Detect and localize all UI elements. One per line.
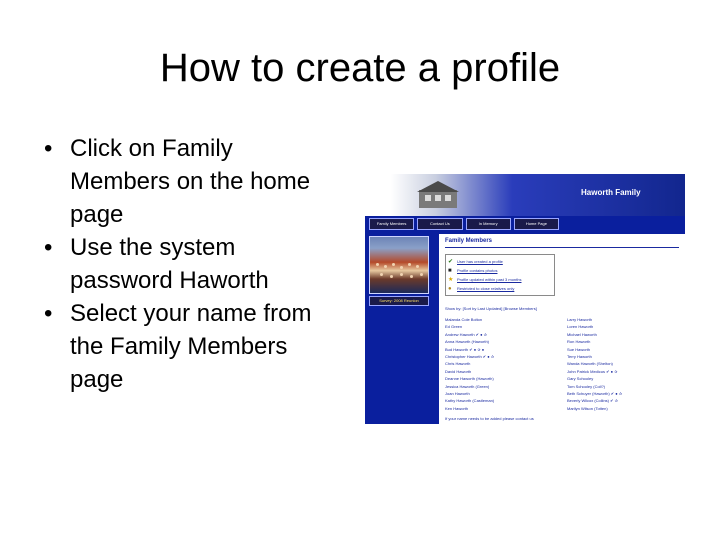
member-link[interactable]: Gary Schooley xyxy=(567,376,594,382)
legend-item: ■ Profile contains photos xyxy=(448,267,498,274)
member-link[interactable]: Ed Green xyxy=(445,324,463,330)
member-link[interactable]: Wanda Haworth (Shelton) xyxy=(567,361,613,367)
legend-item: ✔ User has created a profile xyxy=(448,258,503,265)
nav-in-memory[interactable]: In Memory xyxy=(466,218,511,230)
check-icon: ✔ xyxy=(448,258,454,265)
nav-family-members[interactable]: Family Members xyxy=(369,218,414,230)
legend-item: ● Restricted to close relatives only xyxy=(448,285,515,292)
member-link[interactable]: Deanne Haworth (Haworth) xyxy=(445,376,494,382)
bullet-item: • Use the system password Haworth xyxy=(44,231,334,297)
lock-icon: ● xyxy=(448,285,452,292)
divider xyxy=(445,247,679,248)
bullet-list xyxy=(44,132,334,396)
legend-box xyxy=(445,254,555,296)
house-photo-icon xyxy=(417,180,459,210)
member-link[interactable]: Larry Haworth xyxy=(567,317,593,322)
member-link[interactable]: Jessica Haworth (Green) xyxy=(445,383,490,389)
member-link[interactable]: Beverly Wilcox (Collins) ✔ ✰ xyxy=(567,398,618,404)
member-link[interactable]: Marilyn Wilson (Totten) xyxy=(567,405,608,411)
member-link[interactable]: John Patrick Medicus ✔ ● ✰ xyxy=(567,368,618,374)
website-screenshot xyxy=(365,174,685,424)
reunion-photo xyxy=(369,236,429,294)
slide-title: How to create a profile xyxy=(159,46,561,90)
member-link[interactable]: Michael Haworth xyxy=(567,331,597,337)
member-link[interactable]: Andrew Haworth ✔ ● ✰ xyxy=(445,331,488,337)
member-link[interactable]: Kathy Haworth (Castleman) xyxy=(445,398,495,404)
member-link[interactable]: David Haworth xyxy=(445,368,472,374)
members-column-left xyxy=(445,316,565,412)
show-by-filter[interactable]: Show by: [Sort by Last Updated] [Browse Members] xyxy=(445,306,537,311)
member-link[interactable]: Loren Haworth xyxy=(567,324,594,330)
footer-note: If your name needs to be added please contact us xyxy=(445,416,534,421)
camera-icon: ■ xyxy=(448,267,452,274)
member-link[interactable]: Joan Haworth xyxy=(445,391,470,397)
site-nav xyxy=(369,218,559,230)
member-link[interactable]: Malanda Cole Bolton xyxy=(445,317,483,322)
site-header xyxy=(365,174,685,216)
member-link[interactable]: Ken Haworth xyxy=(445,405,469,411)
member-link[interactable]: Terry Haworth xyxy=(567,354,592,360)
member-link[interactable]: Bud Haworth ✔ ● ✰ ● xyxy=(445,346,485,352)
site-title: Haworth Family xyxy=(581,188,641,197)
member-link[interactable]: Christopher Haworth ✔ ● ✰ xyxy=(445,354,495,360)
bullet-item: • Click on Family Members on the home page xyxy=(44,132,334,231)
nav-home-page[interactable]: Home Page xyxy=(514,218,559,230)
member-link[interactable]: Chris Haworth xyxy=(445,361,471,367)
member-link[interactable]: Anna Haworth (Haworth) xyxy=(445,339,490,345)
member-link[interactable]: Sue Haworth xyxy=(567,346,591,352)
survey-link[interactable]: Survey: 2008 Reunion xyxy=(369,296,429,306)
member-link[interactable]: Tom Schooley (Coll?) xyxy=(567,383,606,389)
members-column-right xyxy=(567,316,685,412)
nav-contact-us[interactable]: Contact Us xyxy=(417,218,462,230)
bullet-item: • Select your name from the Family Members page xyxy=(44,297,334,396)
star-icon: ★ xyxy=(448,276,454,283)
member-link[interactable]: Beth Schuyer (Haworth) ✔ ● ✰ xyxy=(567,391,623,397)
family-members-panel xyxy=(439,234,685,424)
legend-item: ★ Profile updated within past 3 months xyxy=(448,276,522,283)
member-link[interactable]: Ron Haworth xyxy=(567,339,591,345)
panel-title: Family Members xyxy=(445,238,493,244)
